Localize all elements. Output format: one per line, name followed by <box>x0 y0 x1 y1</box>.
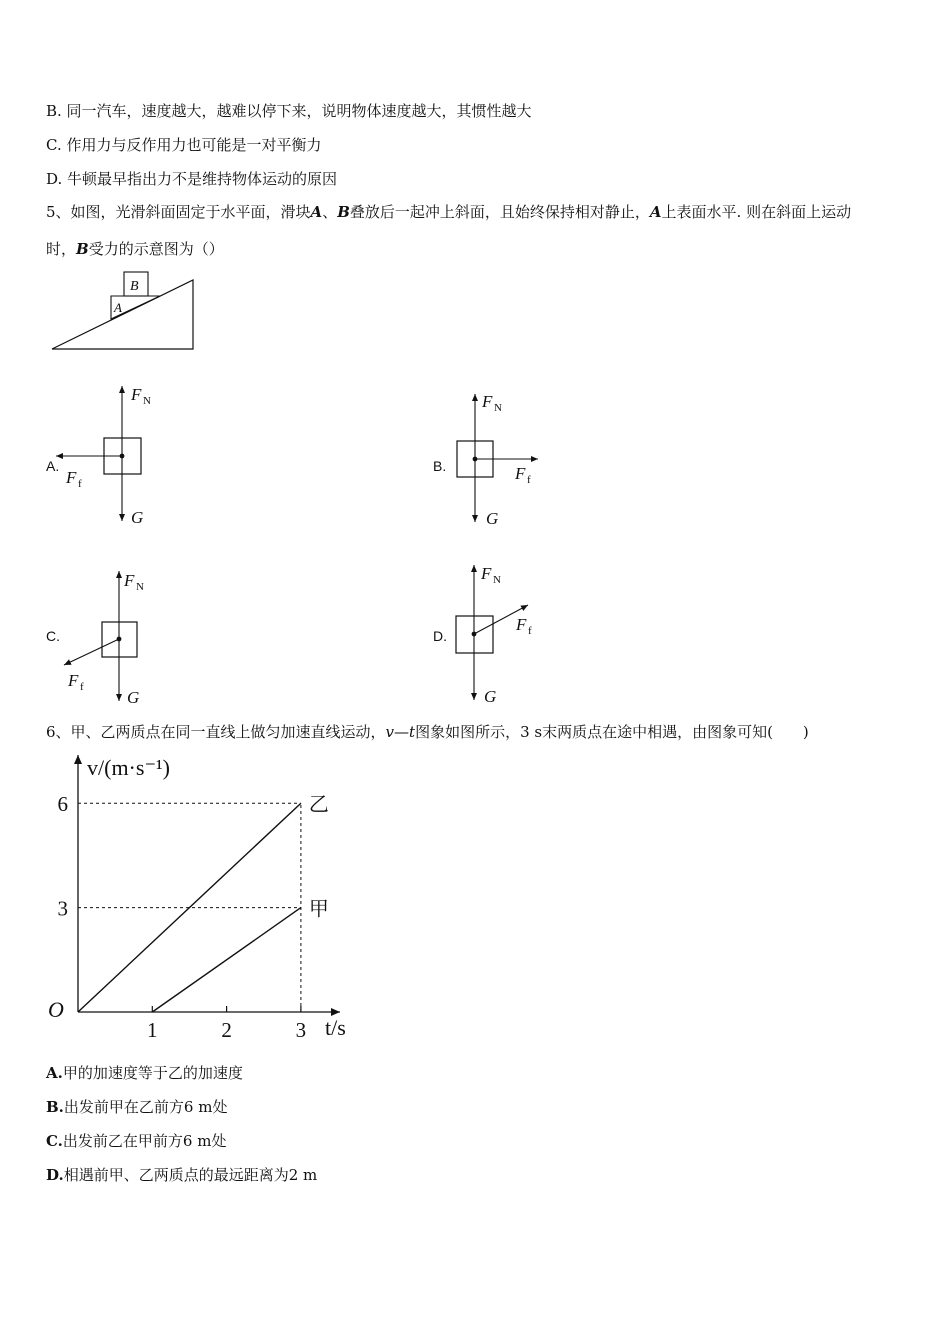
q6-option-a: A.甲的加速度等于乙的加速度 <box>46 1064 243 1082</box>
diagram-d-fn: F <box>481 564 492 583</box>
q4-option-c: C. 作用力与反作用力也可能是一对平衡力 <box>46 136 322 154</box>
diagram-b-g: G <box>486 509 499 528</box>
y-tick-label-0: 3 <box>57 896 68 921</box>
diagram-d-ff: F <box>516 615 527 634</box>
block-b-label: B <box>130 279 139 294</box>
diagram-a-ff: F <box>66 468 77 487</box>
diagram-c-fn: F <box>124 571 135 590</box>
diagram-b-fn-sub: N <box>494 402 502 414</box>
diagram-c-ff: F <box>68 671 79 690</box>
diagram-a-g: G <box>131 508 144 527</box>
q5-option-a-label: A. <box>46 458 60 474</box>
diagram-d-fn-sub: N <box>493 574 501 586</box>
q5-stem-line1: 5、如图，光滑斜面固定于水平面，滑块A、B叠放后一起冲上斜面，且始终保持相对静止，A上表面水平. 则在斜面上运动 <box>46 203 852 221</box>
diagram-b-fn: F <box>482 392 493 411</box>
diagram-a-fn-sub: N <box>143 395 151 407</box>
y-tick-label-1: 6 <box>57 792 68 817</box>
diagram-d-ff-sub: f <box>528 625 532 637</box>
x-tick-label-0: 1 <box>147 1018 158 1042</box>
series-label-1: 甲 <box>308 898 329 921</box>
diagram-c-ff-sub: f <box>80 681 84 693</box>
q5-option-c-label: C. <box>46 628 60 644</box>
diagram-c-fn-sub: N <box>136 581 144 593</box>
q5-option-d-label: D. <box>433 628 447 644</box>
x-axis-label: t/s <box>325 1015 346 1040</box>
q6-option-b: B.出发前甲在乙前方6 m处 <box>46 1098 228 1116</box>
series-line-0 <box>78 803 301 1012</box>
y-axis-label: v/(m·s⁻¹) <box>87 755 170 780</box>
origin-label: O <box>48 997 64 1022</box>
q4-option-b: B. 同一汽车，速度越大，越难以停下来，说明物体速度越大，其惯性越大 <box>46 102 532 120</box>
diagram-a-ff-sub: f <box>78 478 82 490</box>
series-line-1 <box>152 908 301 1012</box>
diagram-b-ff-sub: f <box>527 474 531 486</box>
q6-option-d: D.相遇前甲、乙两质点的最远距离为2 m <box>46 1166 318 1184</box>
q5-stem-line2: 时，B受力的示意图为（） <box>46 240 224 258</box>
diagram-d-g: G <box>484 687 497 706</box>
x-tick-label-1: 2 <box>221 1018 232 1042</box>
q6-stem: 6、甲、乙两质点在同一直线上做匀加速直线运动，v—t图象如图所示，3 s末两质点在途中相遇，由图象可知( ) <box>46 723 809 741</box>
q4-option-d: D. 牛顿最早指出力不是维持物体运动的原因 <box>46 170 338 188</box>
x-tick-label-2: 3 <box>295 1018 307 1042</box>
series-label-0: 乙 <box>308 794 329 817</box>
block-a-label: A <box>114 300 122 315</box>
q5-option-b-label: B. <box>433 458 447 474</box>
diagram-b-ff: F <box>515 464 526 483</box>
q6-option-c: C.出发前乙在甲前方6 m处 <box>46 1132 227 1150</box>
diagram-c-g: G <box>127 688 140 707</box>
diagram-a-fn: F <box>131 385 142 404</box>
